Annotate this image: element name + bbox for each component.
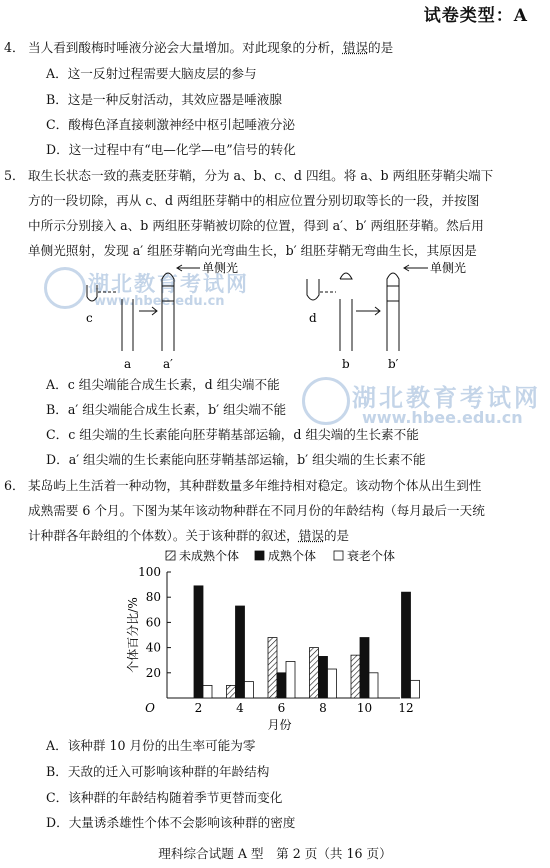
question-5-option-d: D．a′ 组尖端的生长素能向胚芽鞘基部运输，b′ 组尖端的生长素不能: [46, 452, 426, 467]
question-6-option-d: D．大量诱杀雄性个体不会影响该种群的密度: [46, 815, 296, 830]
question-5-option-b: B．a′ 组尖端能合成生长素，b′ 组尖端不能: [46, 402, 287, 417]
question-6-stem-line: 某岛屿上生活着一种动物，其种群数量多年维持相对稳定。该动物个体从出生到性: [28, 478, 482, 493]
coleoptile-a-cut: [122, 299, 133, 351]
bar-成熟个体-10: [360, 638, 369, 698]
coleoptile-b-prime: [387, 273, 399, 351]
origin-label: O: [145, 701, 155, 715]
watermark-title: 湖北教育考试网: [352, 384, 541, 412]
coleoptile-d: [307, 279, 319, 300]
label-c: c: [86, 311, 93, 325]
question-4-stem-text: 当人看到酸梅时唾液分泌会大量增加。对此现象的分析，: [28, 40, 343, 55]
label-a: a: [124, 357, 132, 371]
question-4-option-c: C．酸梅色泽直接刺激神经中枢引起唾液分泌: [46, 117, 295, 132]
question-6-stem-line-3: [28, 528, 349, 544]
age-structure-chart: [0, 548, 550, 733]
question-5-stem-line: 中所示分别接入 a、b 两组胚芽鞘被切除的位置，得到 a′、b′ 两组胚芽鞘。然后用: [28, 218, 484, 233]
bar-衰老个体-12: [411, 680, 420, 698]
y-tick-label: 100: [138, 565, 161, 579]
x-tick-label: 8: [319, 701, 327, 715]
legend-swatch: [166, 551, 175, 560]
question-4-stem: [28, 40, 393, 56]
chart-bars: [194, 586, 420, 698]
question-6-stem-end: 的是: [323, 528, 350, 543]
bar-衰老个体-6: [286, 661, 295, 698]
bar-成熟个体-8: [319, 656, 328, 698]
watermark-url: www.hbee.edu.cn: [94, 294, 225, 309]
question-4-stem-end: 的是: [368, 40, 394, 55]
y-tick-label: 20: [145, 665, 161, 680]
legend-label: 未成熟个体: [179, 549, 240, 563]
bar-未成熟个体-8: [310, 648, 319, 698]
bar-未成熟个体-4: [227, 685, 236, 698]
question-6-stem-text: 计种群各年龄组的个体数）。关于该种群的叙述，: [28, 528, 299, 543]
bar-成熟个体-2: [194, 586, 203, 698]
question-4-option-d: D．这一过程中有“电—化学—电”信号的转化: [46, 142, 296, 157]
label-b-prime: b′: [388, 357, 399, 371]
x-tick-label: 10: [356, 701, 373, 715]
question-6-option-a: A．该种群 10 月份的出生率可能为零: [46, 738, 256, 753]
label-a-prime: a′: [163, 357, 173, 371]
question-4-number: 4．: [4, 40, 25, 55]
watermark-url: www.hbee.edu.cn: [362, 408, 523, 427]
legend-swatch: [334, 551, 343, 560]
x-axis-label: 月份: [267, 718, 292, 732]
question-4-stem-emphasis: 错误: [342, 40, 369, 55]
legend-label: 衰老个体: [347, 549, 396, 563]
coleoptile-b-cut: [340, 273, 352, 351]
chart-legend: [166, 548, 395, 563]
question-6-stem-line: 成熟需要 6 个月。下图为某年该动物种群在不同月份的年龄结构（每月最后一天统: [28, 503, 485, 518]
bar-未成熟个体-6: [268, 638, 277, 698]
bar-衰老个体-2: [203, 685, 212, 698]
y-tick-label: 40: [145, 640, 161, 655]
question-6-stem-emphasis: 错误: [298, 528, 324, 543]
coleoptile-diagram: [0, 255, 550, 375]
question-5-stem-line: 取生长状态一致的燕麦胚芽鞘，分为 a、b、c、d 四组。将 a、b 两组胚芽鞘尖端下: [28, 168, 494, 183]
question-4-option-b: B．这是一种反射活动，其效应器是唾液腺: [46, 92, 282, 107]
bar-成熟个体-12: [402, 592, 411, 698]
light-label-left: 单侧光: [202, 261, 239, 275]
paper-type-label: 试卷类型：A: [423, 6, 528, 26]
question-5-stem-line: 方的一段切除，再从 c、d 两组胚芽鞘中的相应位置分别切取等长的一段，并按图: [28, 193, 480, 208]
question-4-option-a: A．这一反射过程需要大脑皮层的参与: [46, 66, 257, 81]
legend-swatch: [255, 551, 264, 560]
y-axis-label: 个体百分比/%: [126, 597, 140, 673]
question-5-stem-line: 单侧光照射，发现 a′ 组胚芽鞘向光弯曲生长，b′ 组胚芽鞘无弯曲生长，其原因是: [28, 243, 477, 258]
bar-成熟个体-4: [236, 606, 245, 698]
bar-未成熟个体-10: [351, 655, 360, 698]
bar-衰老个体-8: [328, 669, 337, 698]
page-footer: 理科综合试题 A 型 第 2 页（共 16 页）: [158, 846, 392, 861]
bar-成熟个体-6: [277, 673, 286, 698]
question-5-option-a: A．c 组尖端能合成生长素，d 组尖端不能: [46, 377, 280, 392]
coleoptile-c: [87, 285, 97, 301]
light-label-right: 单侧光: [430, 261, 467, 275]
coleoptile-a-prime: [162, 273, 174, 351]
legend-label: 成熟个体: [268, 549, 317, 563]
exam-board-logo-icon: [302, 377, 350, 425]
question-6-option-c: C．该种群的年龄结构随着季节更替而变化: [46, 790, 283, 805]
x-tick-label: 12: [398, 701, 414, 715]
bar-衰老个体-10: [369, 673, 378, 698]
x-tick-label: 2: [194, 701, 203, 715]
watermark-title: 湖北教育考试网: [88, 272, 249, 296]
question-5-option-c: C．c 组尖端的生长素能向胚芽鞘基部运输，d 组尖端的生长素不能: [46, 427, 419, 442]
question-6-number: 6．: [4, 478, 25, 493]
bar-衰老个体-4: [245, 682, 254, 698]
y-tick-label: 80: [145, 590, 161, 605]
label-d: d: [309, 311, 317, 325]
question-6-option-b: B．天敌的迁入可影响该种群的年龄结构: [46, 764, 270, 779]
x-tick-label: 4: [236, 701, 244, 715]
question-5-number: 5．: [4, 168, 25, 183]
y-tick-label: 60: [145, 615, 161, 630]
label-b: b: [342, 357, 350, 371]
x-tick-label: 6: [277, 701, 286, 715]
